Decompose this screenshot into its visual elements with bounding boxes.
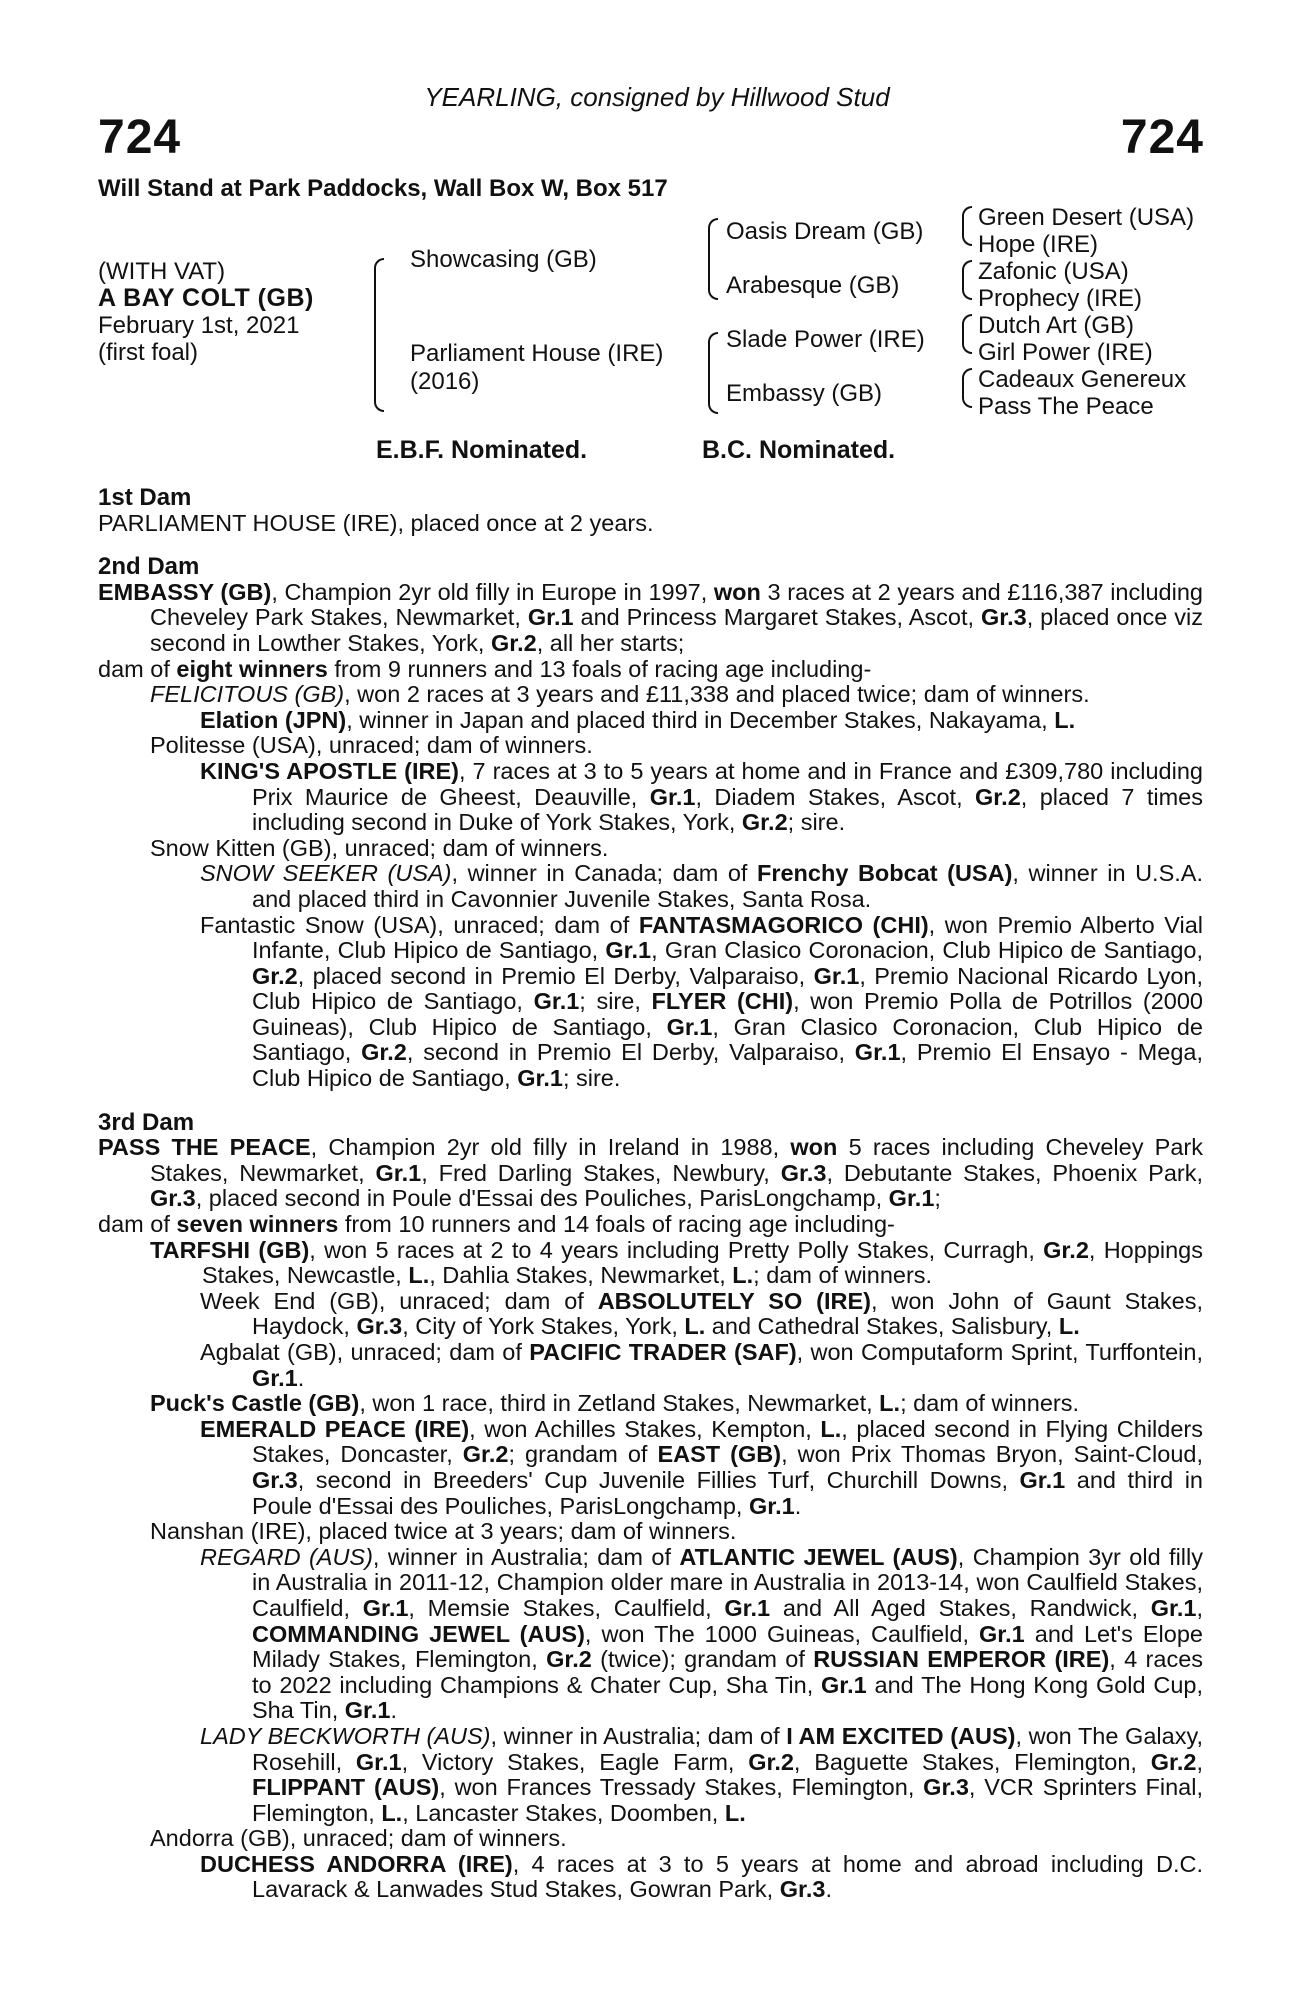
pedigree-dam: Parliament House (IRE) <box>410 340 664 367</box>
progeny-emerald-peace: EMERALD PEACE (IRE), won Achilles Stakes, Kempton, L., placed second in Flying Childers Stakes, Doncaster, Gr.2; grandam of EAST (GB), won Prix Thomas Bryon, Saint-Cloud, Gr.3, second in Breeders' Cup Juvenile Fillies Turf, Churchill Downs, Gr.1 and third in Poule d'Essai des Pouliches, ParisLongchamp, Gr.1. <box>200 1415 1203 1519</box>
brace-gen1 <box>374 258 384 412</box>
progeny-regard: REGARD (AUS), winner in Australia; dam of ATLANTIC JEWEL (AUS), Champion 3yr old filly in Australia in 2011-12, Champion older mare in Australia in 2013-14, won Caulfield Stakes, Caulfield, Gr.1, Memsie Stakes, Caulfield, Gr.1 and All Aged Stakes, Randwick, Gr.1, COMMANDING JEWEL (AUS), won The 1000 Guineas, Caulfield, Gr.1 and Let's Elope Milady Stakes, Flemington, Gr.2 (twice); grandam of RUSSIAN EMPEROR (IRE), 4 races to 2022 including Champions & Chater Cup, Sha Tin, Gr.1 and The Hong Kong Gold Cup, Sha Tin, Gr.1. <box>200 1543 1204 1724</box>
progeny-week-end: Week End (GB), unraced; dam of ABSOLUTELY SO (IRE), won John of Gaunt Stakes, Haydock, Gr.3, City of York Stakes, York, L. and Cathedral Stakes, Salisbury, L. <box>200 1287 1203 1340</box>
lot-number-right: 724 <box>1120 111 1204 164</box>
third-dam-heading: 3rd Dam <box>98 1108 195 1136</box>
pedigree-gen3-5: Dutch Art (GB) <box>978 312 1135 339</box>
first-dam-heading: 1st Dam <box>98 484 192 511</box>
foal-info <box>98 258 314 366</box>
pedigree-gen3-6: Girl Power (IRE) <box>978 339 1153 366</box>
vat-note: (WITH VAT) <box>98 258 226 285</box>
brace-gen3-1 <box>962 206 972 246</box>
bc-nominated: B.C. Nominated. <box>702 436 896 464</box>
pedigree-gen3-4: Prophecy (IRE) <box>978 285 1143 312</box>
third-dam-entry: PASS THE PEACE, Champion 2yr old filly in Ireland in 1988, won 5 races including Cheveley Park Stakes, Newmarket, Gr.1, Fred Darling Stakes, Newbury, Gr.3, Debutante Stakes, Phoenix Park, Gr.3, placed second in Poule d'Essai des Pouliches, ParisLongchamp, Gr.1; <box>98 1134 1204 1212</box>
pedigree-gen3-1: Green Desert (USA) <box>978 204 1195 231</box>
pedigree-dam-year: (2016) <box>410 368 480 395</box>
brace-gen3-3 <box>962 314 972 354</box>
progeny-lady-beckworth: LADY BECKWORTH (AUS), winner in Australia; dam of I AM EXCITED (AUS), won The Galaxy, Rosehill, Gr.1, Victory Stakes, Eagle Farm, Gr.2, Baguette Stakes, Flemington, Gr.2, FLIPPANT (AUS), won Frances Tressady Stakes, Flemington, Gr.3, VCR Sprinters Final, Flemington, L., Lancaster Stakes, Doomben, L. <box>200 1722 1204 1826</box>
progeny-fantastic-snow: Fantastic Snow (USA), unraced; dam of FANTASMAGORICO (CHI), won Premio Alberto Vial Infante, Club Hipico de Santiago, Gr.1, Gran Clasico Coronacion, Club Hipico de Santiago, Gr.2, placed second in Premio El Derby, Valparaiso, Gr.1, Premio Nacional Ricardo Lyon, Club Hipico de Santiago, Gr.1; sire, FLYER (CHI), won Premio Polla de Potrillos (2000 Guineas), Club Hipico de Santiago, Gr.1, Gran Clasico Coronacion, Club Hipico de Santiago, Gr.2, second in Premio El Derby, Valparaiso, Gr.1, Premio El Ensayo - Mega, Club Hipico de Santiago, Gr.1; sire. <box>200 911 1203 1092</box>
stand-location: Will Stand at Park Paddocks, Wall Box W, Box 517 <box>98 175 668 202</box>
pedigree-gen3-7: Cadeaux Genereux <box>978 366 1187 393</box>
pedigree-notes <box>98 485 1203 1903</box>
pedigree-gen3-3: Zafonic (USA) <box>978 258 1129 285</box>
second-dam-produce: dam of eight winners from 9 runners and 13 foals of racing age including- <box>98 655 872 682</box>
ebf-nominated: E.B.F. Nominated. <box>376 436 588 464</box>
pedigree-sire: Showcasing (GB) <box>410 246 597 273</box>
progeny-nanshan: Nanshan (IRE), placed twice at 3 years; dam of winners. <box>150 1518 737 1545</box>
progeny-snow-kitten: Snow Kitten (GB), unraced; dam of winners. <box>150 834 609 861</box>
progeny-politesse: Politesse (USA), unraced; dam of winners. <box>150 732 593 759</box>
pedigree-gen3-2: Hope (IRE) <box>978 231 1099 258</box>
second-dam-heading: 2nd Dam <box>98 553 200 581</box>
foal-dob: February 1st, 2021 <box>98 312 300 339</box>
brace-gen3-2 <box>962 260 972 300</box>
brace-gen2-top <box>708 218 718 300</box>
foal-name: A BAY COLT (GB) <box>98 284 314 312</box>
pedigree-gen3-8: Pass The Peace <box>978 393 1154 420</box>
progeny-duchess-andorra: DUCHESS ANDORRA (IRE), 4 races at 3 to 5 years at home and abroad including D.C. Lavarack & Lanwades Stud Stakes, Gowran Park, Gr.3. <box>200 1850 1203 1903</box>
pedigree-sire-dam: Arabesque (GB) <box>726 272 900 299</box>
progeny-felicitous: FELICITOUS (GB), won 2 races at 3 years and £11,338 and placed twice; dam of winners. <box>150 681 1090 708</box>
second-dam-entry: EMBASSY (GB), Champion 2yr old filly in Europe in 1997, won 3 races at 2 years and £116,387 including Cheveley Park Stakes, Newmarket, Gr.1 and Princess Margaret Stakes, Ascot, Gr.3, placed once viz second in Lowther Stakes, York, Gr.2, all her starts; <box>98 578 1204 656</box>
progeny-kings-apostle: KING'S APOSTLE (IRE), 7 races at 3 to 5 years at home and in France and £309,780 including Prix Maurice de Gheest, Deauville, Gr.1, Diadem Stakes, Ascot, Gr.2, placed 7 times including second in Duke of York Stakes, York, Gr.2; sire. <box>200 757 1203 836</box>
brace-gen3-4 <box>962 368 972 408</box>
progeny-elation: Elation (JPN), winner in Japan and placed third in December Stakes, Nakayama, L. <box>200 706 1076 733</box>
progeny-snow-seeker: SNOW SEEKER (USA), winner in Canada; dam of Frenchy Bobcat (USA), winner in U.S.A. and placed third in Cavonnier Juvenile Stakes, Santa Rosa. <box>200 860 1203 912</box>
progeny-andorra: Andorra (GB), unraced; dam of winners. <box>150 1825 567 1852</box>
third-dam-produce: dam of seven winners from 10 runners and 14 foals of racing age including- <box>98 1211 895 1238</box>
lot-number-left: 724 <box>98 111 182 164</box>
pedigree-dam-dam: Embassy (GB) <box>726 380 883 407</box>
progeny-pucks-castle: Puck's Castle (GB), won 1 race, third in Zetland Stakes, Newmarket, L.; dam of winners. <box>150 1390 1079 1417</box>
pedigree-dam-sire: Slade Power (IRE) <box>726 326 925 353</box>
first-dam-text: PARLIAMENT HOUSE (IRE), placed once at 2 years. <box>98 509 654 536</box>
consignment-header: YEARLING, consigned by Hillwood Stud <box>424 82 890 112</box>
progeny-agbalat: Agbalat (GB), unraced; dam of PACIFIC TRADER (SAF), won Computaform Sprint, Turffontein, Gr.1. <box>200 1339 1204 1391</box>
pedigree-sire-sire: Oasis Dream (GB) <box>726 218 924 245</box>
brace-gen2-bottom <box>708 332 718 414</box>
progeny-tarfshi: TARFSHI (GB), won 5 races at 2 to 4 years including Pretty Polly Stakes, Curragh, Gr.2, Hoppings Stakes, Newcastle, L., Dahlia Stakes, Newmarket, L.; dam of winners. <box>150 1236 1203 1289</box>
foal-note: (first foal) <box>98 339 199 366</box>
